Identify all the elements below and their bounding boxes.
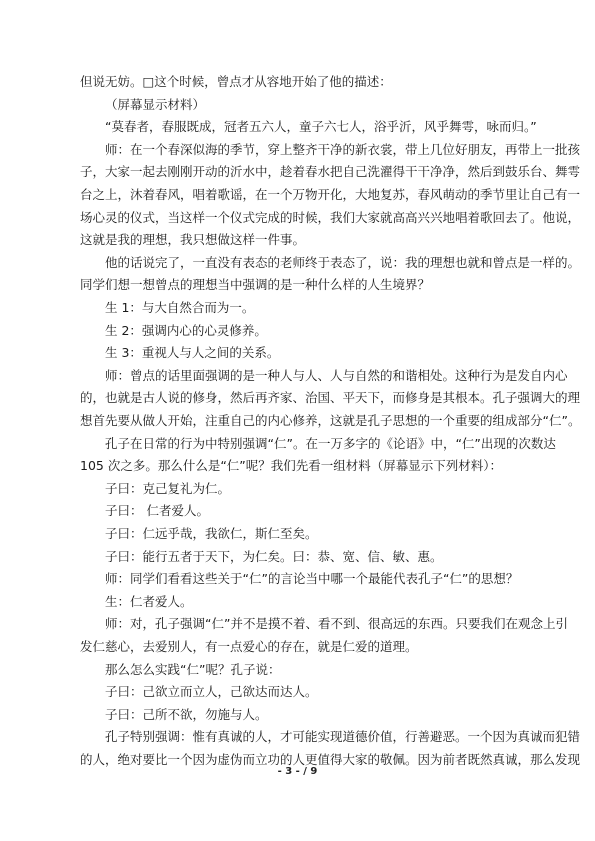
text-line: 生：仁者爱人。 xyxy=(105,593,193,609)
text-line: 那么怎么实践“仁”呢？孔子说： xyxy=(105,661,281,677)
text-line: 子曰：能行五者于天下，为仁矣。曰：恭、宽、信、敏、惠。 xyxy=(105,548,443,564)
text-line: 105 次之多。那么什么是“仁”呢？我们先看一组材料（屏幕显示下列材料）： xyxy=(80,458,503,474)
text-line: 师：曾点的话里面强调的是一种人与人、人与自然的和谐相处。这种行为是发自内心 xyxy=(105,367,568,383)
text-line: 孔子在日常的行为中特别强调“仁”。在一万多字的《论语》中，“仁”出现的次数达 xyxy=(105,435,556,451)
text-line: 师：同学们看看这些关于“仁”的言论当中哪一个最能代表孔子“仁”的思想？ xyxy=(105,571,519,587)
text-line: 子曰： 仁者爱人。 xyxy=(105,503,209,519)
text-line: 同学们想一想曾点的理想当中强调的是一种什么样的人生境界？ xyxy=(80,277,431,293)
text-line: 生 1：与大自然合而为一。 xyxy=(105,300,255,315)
text-line: 子曰：己欲立而立人，己欲达而达人。 xyxy=(105,684,318,700)
text-line: 台之上，沐着春风，唱着歌谣，在一个万物开化，大地复苏，春风萌动的季节里让自己有一 xyxy=(80,187,581,202)
text-line: 孔子特别强调：惟有真诚的人，才可能实现道德价值，行善避恶。一个因为真诚而犯错 xyxy=(105,729,581,745)
text-line: 师：在一个春深似海的季节，穿上整齐干净的新衣裳，带上几位好朋友，再带上一批孩 xyxy=(105,141,581,157)
text-line: 师：对，孔子强调“仁”并不是摸不着、看不到、很高远的东西。只要我们在观念上引 xyxy=(105,616,568,632)
text-line: 的，也就是古人说的修身，然后再齐家、治国、平天下，而修身是其根本。孔子强调大的理 xyxy=(80,390,581,406)
text-line: “莫春者，春服既成，冠者五六人，童子六七人，浴乎沂，风乎舞雩，咏而归。” xyxy=(105,119,537,135)
text-line: 子曰：克己复礼为仁。 xyxy=(105,480,231,496)
text-line: 子曰：仁远乎哉，我欲仁，斯仁至矣。 xyxy=(105,526,318,541)
text-line: （屏幕显示材料） xyxy=(105,96,206,112)
page-number: - 3 - / 9 xyxy=(277,766,318,777)
text-line: 生 3：重视人与人之间的关系。 xyxy=(105,345,280,361)
text-line: 子，大家一起去刚刚开动的沂水中，趁着春水把自己洗濯得干干净净，然后到鼓乐台、舞雩 xyxy=(80,164,581,180)
text-line: 生 2：强调内心的心灵修养。 xyxy=(105,322,267,338)
text-line: 想首先要从做人开始，注重自己的内心修养，这就是孔子思想的一个重要的组成部分“仁”。 xyxy=(80,413,581,428)
text-line: 发仁慈心，去爱别人，有一点爱心的存在，就是仁爱的道理。 xyxy=(80,639,418,654)
text-line: 这就是我的理想，我只想做这样一件事。 xyxy=(80,232,306,248)
text-line: 他的话说完了，一直没有表态的老师终于表态了，说：我的理想也就和曾点是一样的。 xyxy=(105,254,581,270)
text-line: 的人，绝对要比一个因为虚伪而立功的人更值得大家的敬佩。因为前者既然真诚，那么发现 xyxy=(80,752,581,767)
text-line: 子曰：己所不欲，勿施与人。 xyxy=(105,706,268,722)
text-line: 但说无妨。□这个时候，曾点才从容地开始了他的描述： xyxy=(80,74,392,89)
text-line: 场心灵的仪式，当这样一个仪式完成的时候，我们大家就高高兴兴地唱着歌回去了。他说， xyxy=(80,209,581,225)
